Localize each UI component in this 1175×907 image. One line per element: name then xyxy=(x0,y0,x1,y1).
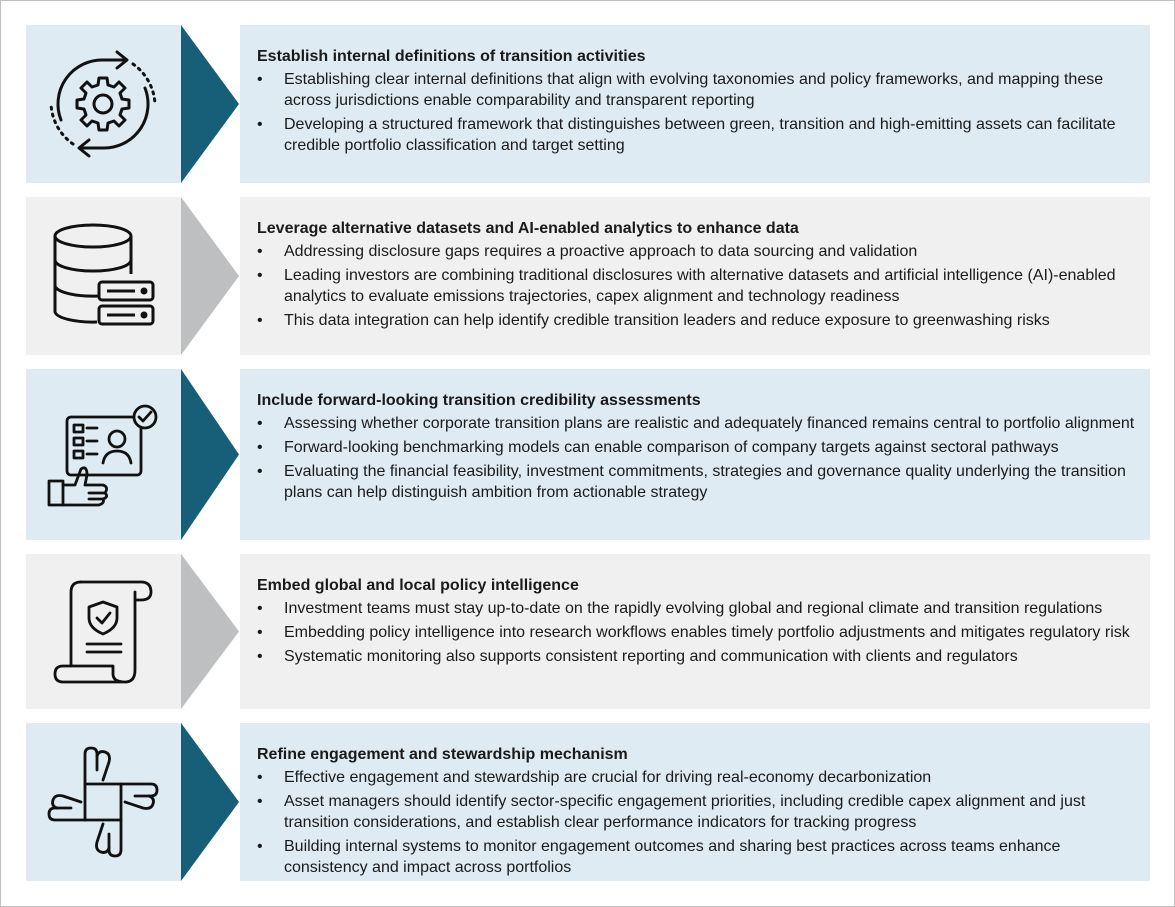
list-item: • Establishing clear internal definitions that align with evolving taxonomies and policy frameworks, and mapping these across jurisdictions enable comparability and transparent reporting xyxy=(257,69,1138,111)
section-title: Refine engagement and stewardship mechanism xyxy=(257,746,628,763)
list-item: • Embedding policy intelligence into research workflows enables timely portfolio adjustments and mitigates regulatory risk xyxy=(257,622,1138,643)
bullet-list xyxy=(257,413,1138,503)
section-title: Leverage alternative datasets and AI-enabled analytics to enhance data xyxy=(257,220,799,237)
icon-panel xyxy=(26,723,181,881)
list-item: • Developing a structured framework that distinguishes between green, transition and high-emitting assets can facilitate credible portfolio classification and target setting xyxy=(257,114,1138,156)
list-item: • This data integration can help identify credible transition leaders and reduce exposure to greenwashing risks xyxy=(257,310,1138,331)
icon-panel xyxy=(26,554,181,709)
bullet-list xyxy=(257,241,1138,331)
section-policy-intelligence xyxy=(26,554,1150,709)
chevron-arrow xyxy=(181,25,239,183)
chevron-arrow xyxy=(181,723,239,881)
list-item: • Assessing whether corporate transition plans are realistic and adequately financed remains central to portfolio alignment xyxy=(257,413,1138,434)
list-item: • Addressing disclosure gaps requires a proactive approach to data sourcing and validation xyxy=(257,241,1138,262)
section-engagement-stewardship xyxy=(26,723,1150,881)
section-alternative-datasets xyxy=(26,197,1150,355)
section-content xyxy=(240,197,1150,355)
bullet-list xyxy=(257,69,1138,156)
database-server-icon xyxy=(41,214,165,338)
section-credibility-assessments xyxy=(26,369,1150,540)
list-item: • Asset managers should identify sector-specific engagement priorities, including credible capex alignment and just transition considerations, and establish clear performance indicators for tracking progress xyxy=(257,791,1138,833)
list-item: • Building internal systems to monitor engagement outcomes and sharing best practices across teams enhance consistency and impact across portfolios xyxy=(257,836,1138,878)
section-content xyxy=(240,369,1150,540)
section-transition-definitions xyxy=(26,25,1150,183)
icon-panel xyxy=(26,197,181,355)
list-item: • Evaluating the financial feasibility, investment commitments, strategies and governance quality underlying the transition plans can help distinguish ambition from actionable strategy xyxy=(257,461,1138,503)
assessment-thumbs-up-icon xyxy=(41,393,165,517)
icon-panel xyxy=(26,25,181,183)
section-title: Establish internal definitions of transition activities xyxy=(257,48,646,65)
list-item: • Effective engagement and stewardship are crucial for driving real-economy decarbonization xyxy=(257,767,1138,788)
list-item: • Leading investors are combining traditional disclosures with alternative datasets and artificial intelligence (AI)-enabled analytics to evaluate emissions trajectories, capex alignment and technology readiness xyxy=(257,265,1138,307)
list-item: • Forward-looking benchmarking models can enable comparison of company targets against sectoral pathways xyxy=(257,437,1138,458)
section-content xyxy=(240,723,1150,881)
chevron-arrow xyxy=(181,554,239,709)
section-title: Embed global and local policy intelligence xyxy=(257,577,579,594)
joined-hands-icon xyxy=(41,740,165,864)
section-title: Include forward-looking transition credibility assessments xyxy=(257,392,701,409)
icon-panel xyxy=(26,369,181,540)
gear-cycle-icon xyxy=(41,42,165,166)
bullet-list xyxy=(257,767,1138,878)
policy-scroll-icon xyxy=(41,570,165,694)
section-content xyxy=(240,554,1150,709)
chevron-arrow xyxy=(181,197,239,355)
section-content xyxy=(240,25,1150,183)
chevron-arrow xyxy=(181,369,239,540)
list-item: • Investment teams must stay up-to-date on the rapidly evolving global and regional climate and transition regulations xyxy=(257,598,1138,619)
list-item: • Systematic monitoring also supports consistent reporting and communication with clients and regulators xyxy=(257,646,1138,667)
bullet-list xyxy=(257,598,1138,667)
